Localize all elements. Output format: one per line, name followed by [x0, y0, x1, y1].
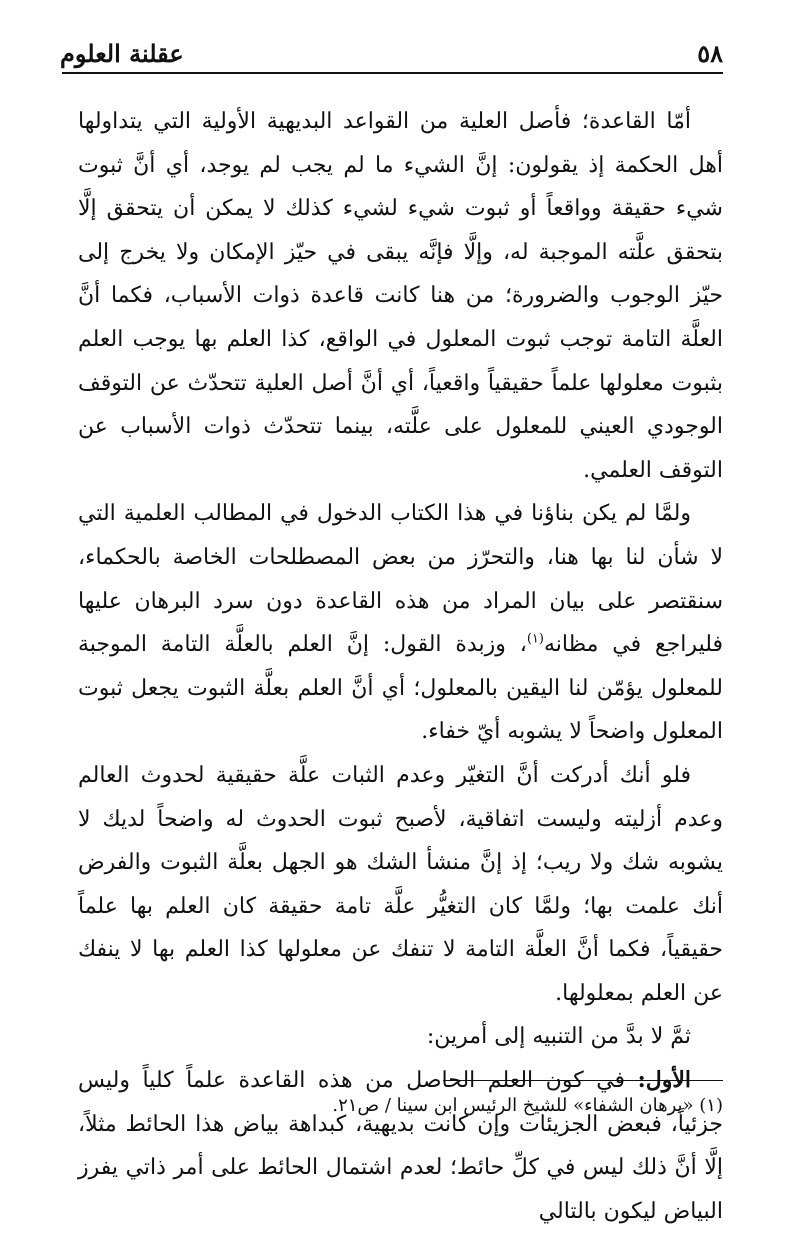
page-header — [60, 28, 723, 68]
main-text — [78, 100, 723, 1233]
footnote-reference[interactable]: (١) — [526, 631, 544, 647]
page-number: ٥٨ — [697, 39, 723, 68]
paragraph: أمّا القاعدة؛ فأصل العلية من القواعد البديهية الأولية التي يتداولها أهل الحكمة إذ يقولون: إنَّ الشيء ما لم يجب لم يوجد، أي أنَّ ثبوت شيء حقيقة وواقعاً أو ثبوت شيء لشيء كذلك لا يمكن أن يتحقق إلَّا بتحقق علَّته الموجبة له، وإلَّا فإنَّه يبقى في حيّز الإمكان ولا يخرج إلى حيّز الوجوب والضرورة؛ من هنا كانت قاعدة ذوات الأسباب، فكما أنَّ العلَّة التامة توجب ثبوت المعلول في الواقع، كذا العلم بها يوجب العلم بثبوت معلولها علماً حقيقياً واقعياً، أي أنَّ أصل العلية تتحدّث عن التوقف الوجودي العيني للمعلول على علَّته، بينما تتحدّث ذوات الأسباب عن التوقف العلمي. — [78, 109, 723, 483]
paragraph-text: ، وزبدة القول: إنَّ العلم بالعلَّة التامة الموجبة للمعلول يؤمّن لنا اليقين بالمعلول؛ أي أنَّ العلم بعلَّة الثبوت يجعل ثبوت المعلول واضحاً لا يشوبه أيّ خفاء. — [78, 632, 723, 745]
footnote: (١) «برهان الشفاء» للشيخ الرئيس ابن سينا / ص٢١. — [332, 1095, 723, 1116]
running-title: عقلنة العلوم — [60, 39, 184, 68]
paragraph: فلو أنك أدركت أنَّ التغيّر وعدم الثبات علَّة حقيقية لحدوث العالم وعدم أزليته وليست اتفاقية، لأصبح ثبوت الحدوث له واضحاً لديك لا يشوبه شك ولا ريب؛ إذ إنَّ منشأ الشك هو الجهل بعلَّة الثبوت والفرض أنك علمت بها؛ ولمَّا كان التغيُّر علَّة تامة حقيقة كان العلم بها علماً حقيقياً، فكما أنَّ العلَّة التامة لا تنفك عن معلولها كذا العلم بها لا ينفك عن العلم بمعلولها. — [78, 762, 723, 1006]
paragraph — [78, 492, 723, 754]
paragraph-text: في كون العلم الحاصل من هذه القاعدة علماً كلياً وليس جزئياً، فبعض الجزيئات وإن كانت بديهية، كبداهة بياض هذا الحائط مثلاً، إلَّا أنَّ ذلك ليس في كلِّ حائط؛ لعدم اشتمال الحائط على أمر ذاتي يفرز البياض ليكون بالتالي — [78, 1068, 723, 1224]
footnote-rule — [443, 1080, 723, 1081]
point-label: الأول: — [637, 1067, 691, 1094]
paragraph-text: ولمَّا لم يكن بناؤنا في هذا الكتاب الدخول في المطالب العلمية التي لا شأن لنا بها هنا، والتحرّز من بعض المصطلحات الخاصة بالحكماء، سنقتصر على بيان المراد من هذه القاعدة دون سرد البرهان عليها فليراجع في مظانه — [78, 501, 724, 658]
header-rule — [62, 72, 723, 74]
paragraph: ثمَّ لا بدَّ من التنبيه إلى أمرين: — [426, 1024, 691, 1050]
paragraph — [78, 1059, 723, 1233]
